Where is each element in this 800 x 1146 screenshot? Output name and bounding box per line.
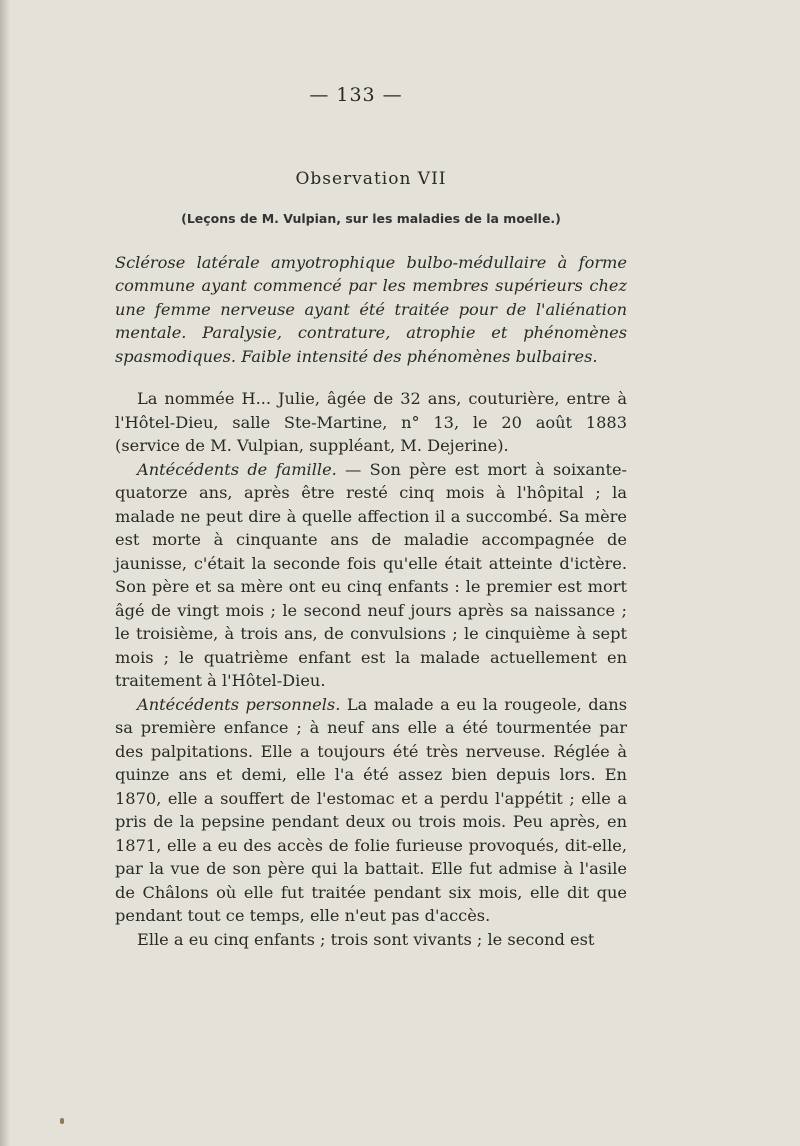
paragraph-family-history <box>115 458 627 693</box>
case-body <box>115 387 627 951</box>
observation-title: Observation VII <box>295 168 447 189</box>
paragraph-children <box>115 928 627 952</box>
paper-spot <box>60 1118 64 1124</box>
book-page <box>115 84 627 951</box>
page-number: — 133 — <box>309 84 403 106</box>
case-summary: Sclérose latérale amyotrophique bulbo-médullaire à forme commune ayant commencé par les membres supérieurs chez une femme nerveuse ayant été traitée pour de l'aliénation mentale. Paralysie, contrature, atrophie et phénomènes spasmodiques. Faible intensité des phénomènes bulbaires. <box>115 252 627 366</box>
paragraph-personal-history <box>115 693 627 928</box>
paragraph-lead: Antécédents de famille. <box>137 459 337 479</box>
paragraph-admission <box>115 387 627 458</box>
source-citation: (Leçons de M. Vulpian, sur les maladies de la moelle.) <box>181 211 561 226</box>
paragraph-text: Elle a eu cinq enfants ; trois sont vivants ; le second est <box>137 929 595 949</box>
paragraph-text: La nommée H... Julie, âgée de 32 ans, couturière, entre à l'Hôtel-Dieu, salle Ste-Martine, n° 13, le 20 août 1883 (service de M. Vulpian, suppléant, M. Dejerine). <box>115 389 627 455</box>
paragraph-text: — Son père est mort à soixante-quatorze ans, après être resté cinq mois à l'hôpital ; la malade ne peut dire à quelle affection il a succombé. Sa mère est morte à cinquante ans de maladie accompagnée de jaunisse, c'était la seconde fois qu'elle était atteinte d'ictère. Son père et sa mère ont eu cinq enfants : le premier est mort âgé de vingt mois ; le second neuf jours après sa naissance ; le troisième, à trois ans, de convulsions ; le cinquième à sept mois ; le quatrième enfant est la malade actuellement en traitement à l'Hôtel-Dieu. <box>115 459 627 690</box>
paragraph-lead: Antécédents personnels. <box>137 694 341 714</box>
page-edge-shadow <box>0 0 10 1146</box>
paragraph-text: La malade a eu la rougeole, dans sa première enfance ; à neuf ans elle a été tourmentée par des palpitations. Elle a toujours été très nerveuse. Réglée à quinze ans et demi, elle l'a été assez bien depuis lors. En 1870, elle a souffert de l'estomac et a perdu l'appétit ; elle a pris de la pepsine pendant deux ou trois mois. Peu après, en 1871, elle a eu des accès de folie furieuse provoqués, dit-elle, par la vue de son père qui la battait. Elle fut admise à l'asile de Châlons où elle fut traitée pendant six mois, elle dit que pendant tout ce temps, elle n'eut pas d'accès. <box>115 694 627 925</box>
